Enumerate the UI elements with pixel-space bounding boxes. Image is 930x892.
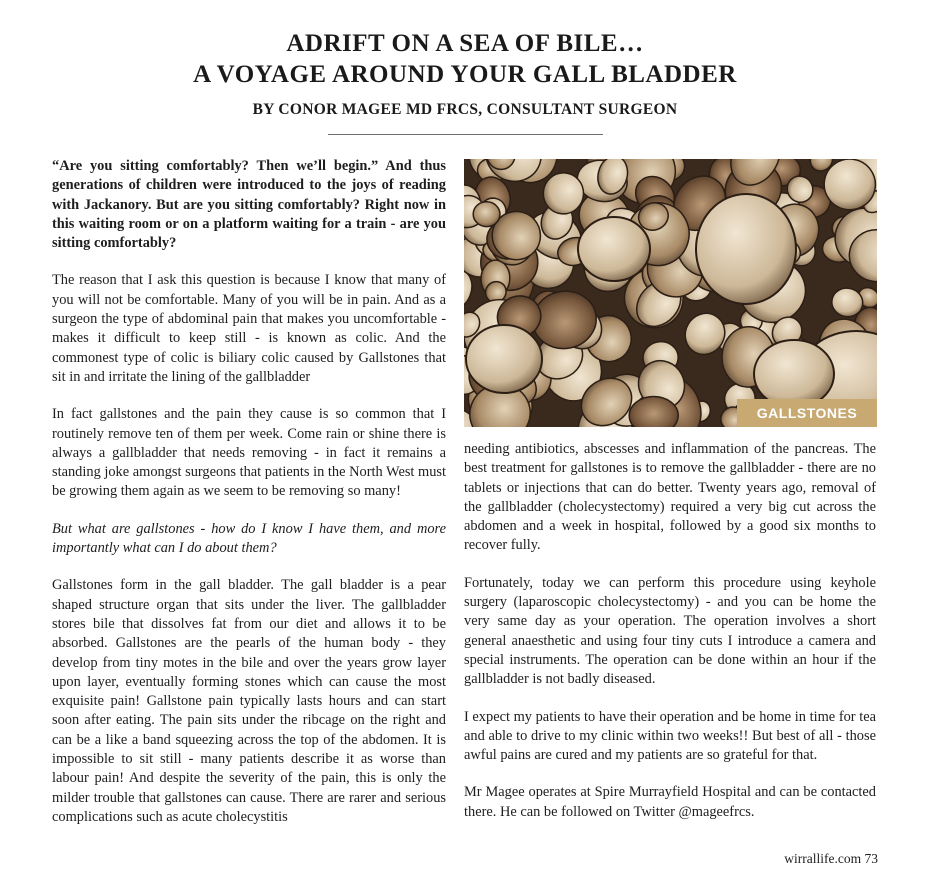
right-column — [464, 440, 876, 840]
section-question: But what are gallstones - how do I know I have them, and more importantly what can I do about them? — [52, 520, 446, 557]
article-title-line-1: ADRIFT ON A SEA OF BILE… — [286, 30, 644, 57]
gallstone — [473, 201, 501, 227]
photo-caption-tag: GALLSTONES — [737, 399, 877, 427]
page-folio: wirrallife.com 73 — [784, 851, 878, 866]
gallstones-illustration — [464, 159, 877, 427]
lead-paragraph: “Are you sitting comfortably? Then we’ll begin.” And thus generations of children were introduced to the joys of reading with Jackanory. But are you sitting comfortably? Right now in this waiting room or on a platform waiting for a train - are you sitting comfortably? — [52, 158, 446, 252]
body-paragraph: Fortunately, today we can perform this procedure using keyhole surgery (laparoscopic cholecystectomy) - and you can be home the very same day as your operation. The operation involves a short general anaesthetic and using four tiny cuts I introduce a camera and special instruments. The operation can be done within an hour if the gallbladder is not badly diseased. — [464, 574, 876, 688]
gallstone-large — [578, 217, 650, 281]
article-title-line-2: A VOYAGE AROUND YOUR GALL BLADDER — [193, 61, 737, 88]
gallstones-photo — [464, 159, 877, 427]
gallstone — [629, 397, 678, 428]
left-column — [52, 157, 446, 845]
gallstone-large — [754, 340, 834, 408]
byline: BY CONOR MAGEE MD FRCS, CONSULTANT SURGEON — [252, 101, 678, 118]
title-divider — [328, 134, 603, 135]
body-paragraph: Mr Magee operates at Spire Murrayfield Hospital and can be contacted there. He can be followed on Twitter @mageefrcs. — [464, 784, 876, 820]
gallstone-large — [696, 194, 796, 304]
body-paragraph: The reason that I ask this question is because I know that many of you will not be comfortable. Many of you will be in pain. And as a surgeon the type of abdominal pain that makes you uncomfortable - makes it difficult to keep still - is known as colic. And the commonest type of colic is biliary colic caused by Gallstones that sit in and irritate the lining of the gallbladder — [52, 272, 446, 385]
body-paragraph: Gallstones form in the gall bladder. The gall bladder is a pear shaped structure organ that sits under the liver. The gallbladder stores bile that dissolves fat from our diet and allows it to be absorbed. Gallstones are the pearls of the human body - they develop from tiny motes in the bile and over the years grow layer upon layer, eventually forming stones which can cause the most exquisite pain! Gallstone pain typically lasts hours and can start soon after eating. The pain sits under the ribcage on the right and can be a like a band squeezing across the top of the abdomen. It is impossible to sit still - many patients describe it as worse than labour pain! And despite the severity of the pain, this is only the milder trouble that gallstones can cause. There are rarer and serious complications such as acute cholecystitis — [52, 577, 446, 825]
body-paragraph: I expect my patients to have their operation and be home in time for tea and able to drive to my clinic within two weeks!! But best of all - those awful pains are cured and my patients are so grateful for that. — [464, 708, 876, 764]
body-paragraph: needing antibiotics, abscesses and inflammation of the pancreas. The best treatment for gallstones is to remove the gallbladder - there are no tablets or injections that can do better. Twenty years ago, removal of the gallbladder (cholecystectomy) required a very big cut across the abdomen and a week in hospital, followed by a good six months to recover fully. — [464, 441, 876, 554]
body-paragraph: In fact gallstones and the pain they cause is so common that I routinely remove ten of them per week. Come rain or shine there is always a gallbladder that needs removing - in fact it remains a standing joke amongst surgeons that patients in the North West must be growing them again as we seem to be removing so many! — [52, 406, 447, 500]
gallstone-large — [466, 325, 542, 393]
